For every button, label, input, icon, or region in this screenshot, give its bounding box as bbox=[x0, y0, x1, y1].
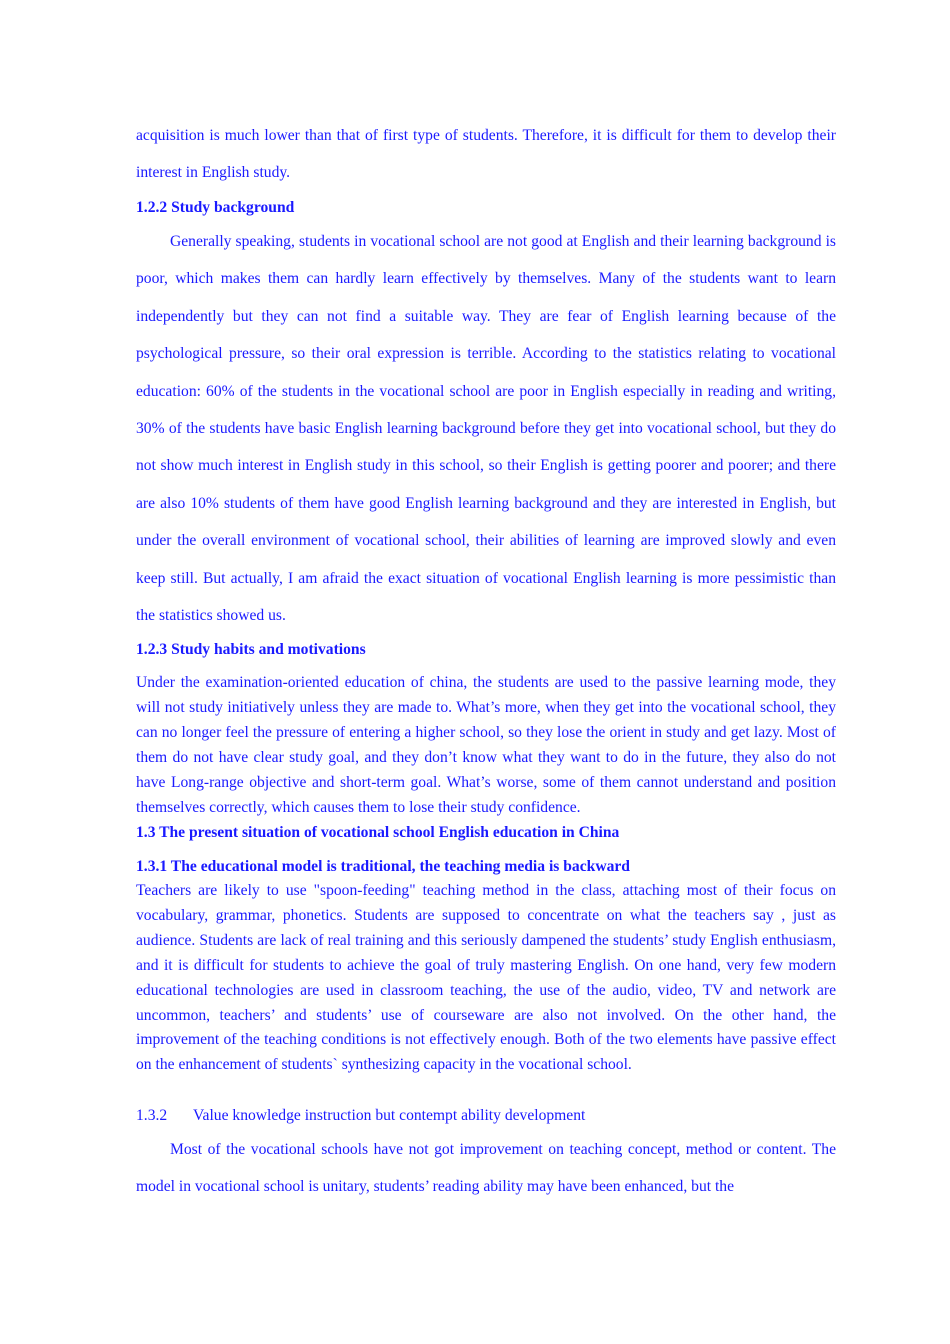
paragraph-study-background: Generally speaking, students in vocational school are not good at English and their learning background is poor, which makes them can hardly learn effectively by themselves. Many of the students want to learn independently but they can not find a suitable way. They are fear of English learning because of the psychological pressure, so their oral expression is terrible. According to the statistics relating to vocational education: 60% of the students in the vocational school are poor in English especially in reading and writing, 30% of the students have basic English learning background before they get into vocational school, but they do not show much interest in English study in this school, so their English is getting poorer and poorer; and there are also 10% students of them have good English learning background and they are interested in English, but under the overall environment of vocational school, their abilities of learning are improved slowly and even keep still. But actually, I am afraid the exact situation of vocational English learning is more pessimistic than the statistics showed us. bbox=[136, 233, 836, 625]
paragraph-educational-model: Teachers are likely to use "spoon-feeding" teaching method in the class, attaching most of their focus on vocabulary, grammar, phonetics. Students are supposed to concentrate on what the teachers say , just as audience. Students are lack of real training and this seriously dampened the students’ study English enthusiasm, and it is difficult for students to achieve the goal of truly mastering English. On one hand, very few modern educational technologies are used in classroom teaching, the use of the audio, video, TV and network are uncommon, teachers’ and students’ use of courseware are also not involved. On the other hand, the improvement of the teaching conditions is not effectively enough. Both of the two elements have passive effect on the enhancement of students` synthesizing capacity in the vocational school. bbox=[136, 882, 836, 1074]
heading-1-2-3: 1.2.3 Study habits and motivations bbox=[136, 641, 366, 658]
heading-1-3-2 bbox=[136, 1106, 836, 1126]
heading-1-2-2: 1.2.2 Study background bbox=[136, 199, 295, 216]
heading-1-3-2-number: 1.3.2 bbox=[136, 1107, 168, 1124]
paragraph-knowledge-instruction: Most of the vocational schools have not got improvement on teaching concept, method or content. The model in vocational school is unitary, students’ reading ability may have been enhanced, but the bbox=[136, 1141, 836, 1196]
heading-1-3-1: 1.3.1 The educational model is traditional, the teaching media is backward bbox=[136, 858, 630, 875]
paragraph-intro: acquisition is much lower than that of first type of students. Therefore, it is difficult for them to develop their interest in English study. bbox=[136, 127, 836, 182]
paragraph-study-habits: Under the examination-oriented education of china, the students are used to the passive learning mode, they will not study initiatively unless they are made to. What’s more, when they get into the vocational school, they can no longer feel the pressure of entering a higher school, so they lose the orient in study and get lazy. Most of them do not have clear study goal, and they don’t know what they want to do in the future, they also do not have Long-range objective and short-term goal. What’s worse, some of them cannot understand and position themselves correctly, which causes them to lose their study confidence. bbox=[136, 674, 836, 816]
heading-1-3-2-text: Value knowledge instruction but contempt ability development bbox=[193, 1107, 586, 1124]
heading-1-3: 1.3 The present situation of vocational school English education in China bbox=[136, 824, 620, 841]
